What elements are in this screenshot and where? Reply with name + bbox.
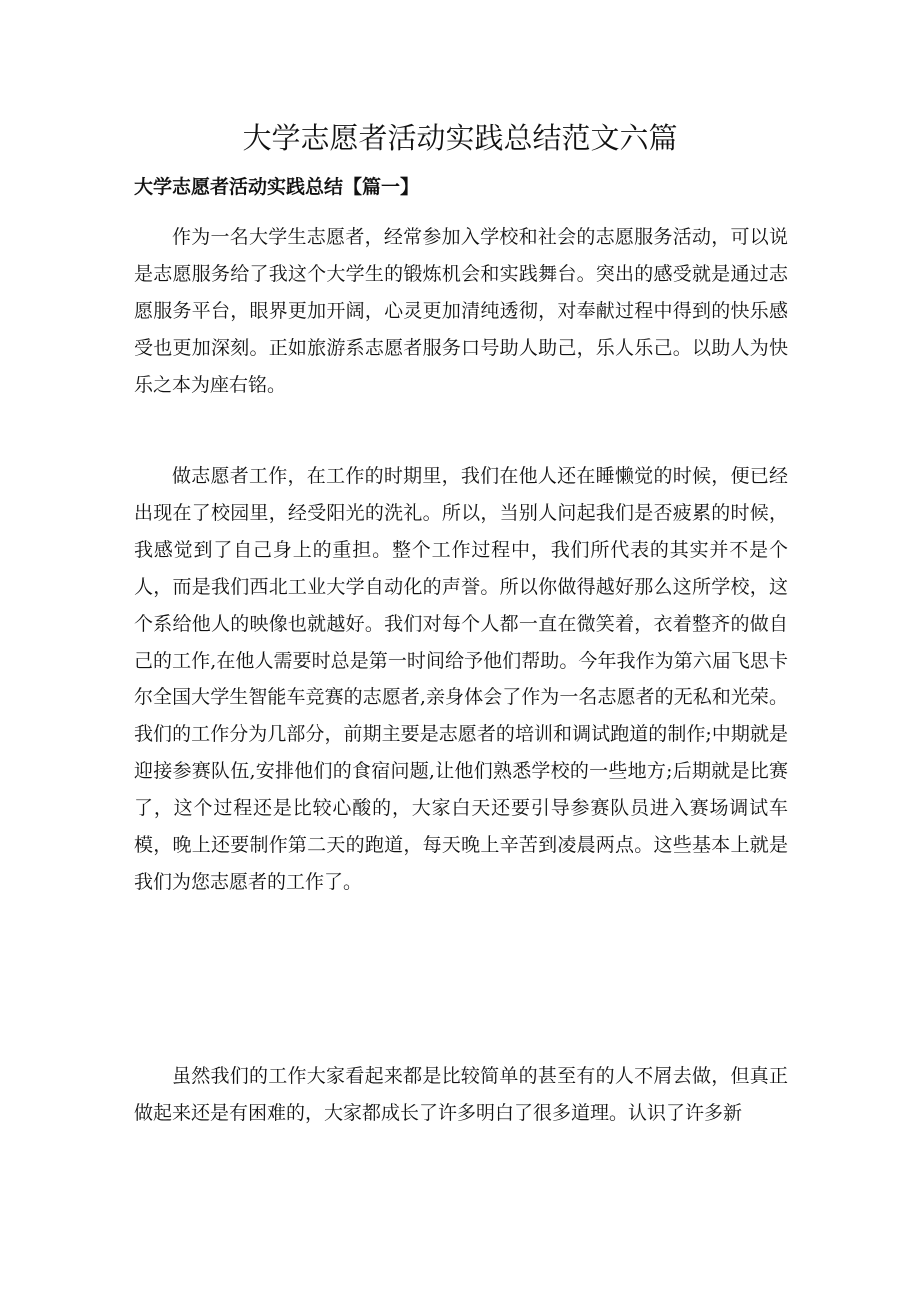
paragraph-2: 做志愿者工作，在工作的时期里，我们在他人还在睡懒觉的时候，便已经出现在了校园里，经受阳光的洗礼。所以，当别人问起我们是否疲累的时候，我感觉到了自己身上的重担。整个工作过程中，我们所代表的其实并不是个人，而是我们西北工业大学自动化的声誉。所以你做得越好那么这所学校，这个系给他人的映像也就越好。我们对每个人都一直在微笑着，衣着整齐的做自己的工作,在他人需要时总是第一时间给予他们帮助。今年我作为第六届飞思卡尔全国大学生智能车竞赛的志愿者,亲身体会了作为一名志愿者的无私和光荣。我们的工作分为几部分，前期主要是志愿者的培训和调试跑道的制作;中期就是迎接参赛队伍,安排他们的食宿问题,让他们熟悉学校的一些地方;后期就是比赛了，这个过程还是比较心酸的，大家白天还要引导参赛队员进入赛场调试车模，晚上还要制作第二天的跑道，每天晚上辛苦到凌晨两点。这些基本上就是我们为您志愿者的工作了。: [134, 465, 788, 893]
paragraph-3: 虽然我们的工作大家看起来都是比较简单的甚至有的人不屑去做，但真正做起来还是有困难的，大家都成长了许多明白了很多道理。认识了许多新: [134, 1065, 788, 1124]
paragraph-1: 作为一名大学生志愿者，经常参加入学校和社会的志愿服务活动，可以说是志愿服务给了我这个大学生的锻炼机会和实践舞台。突出的感受就是通过志愿服务平台，眼界更加开阔，心灵更加清纯透彻，对奉献过程中得到的快乐感受也更加深刻。正如旅游系志愿者服务口号助人助己，乐人乐己。以助人为快乐之本为座右铭。: [134, 226, 788, 396]
section-heading: 大学志愿者活动实践总结【篇一】: [134, 176, 420, 198]
document-title: 大学志愿者活动实践总结范文六篇: [242, 121, 678, 155]
